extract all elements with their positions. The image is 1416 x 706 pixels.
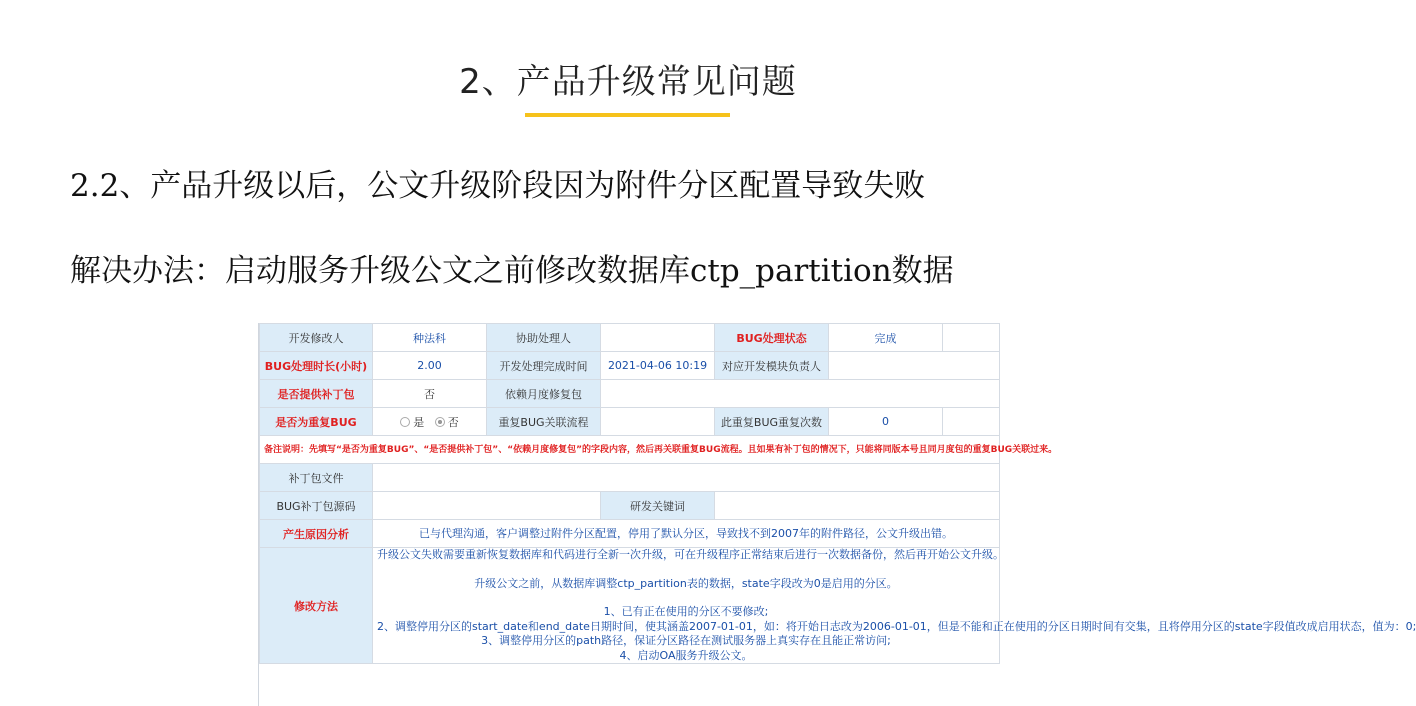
monthly-label: 依赖月度修复包	[487, 380, 601, 408]
form-row	[260, 548, 1000, 664]
heading-problem: 2.2、产品升级以后，公文升级阶段因为附件分区配置导致失败	[70, 168, 926, 204]
assist-value[interactable]	[601, 324, 715, 352]
method-step: 1、已有正在使用的分区不要修改;	[603, 605, 769, 618]
bug-status-value[interactable]: 完成	[829, 324, 943, 352]
bug-form-screenshot	[258, 323, 1416, 706]
bug-status-label: BUG处理状态	[715, 324, 829, 352]
done-time-value[interactable]: 2021-04-06 10:19	[601, 352, 715, 380]
bug-form-table	[259, 323, 1416, 664]
dev-modifier-label: 开发修改人	[260, 324, 373, 352]
duration-value[interactable]: 2.00	[373, 352, 487, 380]
title-underline	[525, 113, 730, 117]
slide-title: 2、产品升级常见问题	[459, 62, 797, 102]
patch-value[interactable]: 否	[373, 380, 487, 408]
monthly-value[interactable]	[601, 380, 1000, 408]
empty-cell	[943, 324, 1000, 352]
form-row	[260, 492, 1000, 520]
dev-modifier-value[interactable]: 种法科	[373, 324, 487, 352]
patch-file-label: 补丁包文件	[260, 464, 373, 492]
method-paragraph: 升级公文之前，从数据库调整ctp_partition表的数据，state字段改为0是启用的分区。	[474, 576, 898, 590]
method-step: 4、启动OA服务升级公文。	[619, 648, 753, 662]
method-step: 2、调整停用分区的start_date和end_date日期时间，使其涵盖2007-01-01，如：将开始日志改为2006-01-01，但是不能和正在使用的分区日期时间有交集，且将停用分区的state字段值改成启用状态，值为：0;	[377, 619, 1416, 633]
form-row	[260, 436, 1000, 464]
patch-source-label: BUG补丁包源码	[260, 492, 373, 520]
module-owner-value[interactable]	[829, 352, 1000, 380]
module-owner-label: 对应开发模块负责人	[715, 352, 829, 380]
keyword-value[interactable]	[715, 492, 1000, 520]
heading-solution: 解决办法：启动服务升级公文之前修改数据库ctp_partition数据	[70, 253, 954, 289]
repeat-radio-group	[373, 408, 487, 436]
repeat-count-value[interactable]: 0	[829, 408, 943, 436]
form-row	[260, 408, 1000, 436]
keyword-label: 研发关键词	[601, 492, 715, 520]
form-row	[260, 380, 1000, 408]
patch-file-value[interactable]	[373, 464, 1000, 492]
cause-label: 产生原因分析	[260, 520, 373, 548]
radio-no-label: 否	[447, 415, 459, 429]
repeat-flow-label: 重复BUG关联流程	[487, 408, 601, 436]
note-text: 备注说明：先填写“是否为重复BUG”、“是否提供补丁包”、“依赖月度修复包”的字段内容，然后再关联重复BUG流程。且如果有补丁包的情况下，只能将同版本号且同月度包的重复BUG关联过来。	[260, 436, 1000, 464]
radio-no[interactable]	[435, 417, 445, 427]
form-row	[260, 324, 1000, 352]
patch-label: 是否提供补丁包	[260, 380, 373, 408]
assist-label: 协助处理人	[487, 324, 601, 352]
repeat-flow-value[interactable]	[601, 408, 715, 436]
form-row	[260, 464, 1000, 492]
method-value[interactable]	[373, 548, 1416, 664]
method-label: 修改方法	[260, 548, 373, 664]
radio-yes[interactable]	[400, 417, 410, 427]
method-step: 3、调整停用分区的path路径，保证分区路径在测试服务器上真实存在且能正常访问;	[481, 634, 891, 647]
radio-yes-label: 是	[413, 415, 425, 429]
form-row	[260, 520, 1000, 548]
patch-source-value[interactable]	[373, 492, 601, 520]
method-paragraph: 升级公文失败需要重新恢复数据库和代码进行全新一次升级，可在升级程序正常结束后进行一次数据备份，然后再开始公文升级。	[377, 548, 1004, 561]
repeat-label: 是否为重复BUG	[260, 408, 373, 436]
repeat-count-label: 此重复BUG重复次数	[715, 408, 829, 436]
duration-label: BUG处理时长(小时)	[260, 352, 373, 380]
form-row	[260, 352, 1000, 380]
cause-value[interactable]: 已与代理沟通，客户调整过附件分区配置，停用了默认分区，导致找不到2007年的附件路径，公文升级出错。	[373, 520, 1000, 548]
done-time-label: 开发处理完成时间	[487, 352, 601, 380]
empty-cell	[943, 408, 1000, 436]
